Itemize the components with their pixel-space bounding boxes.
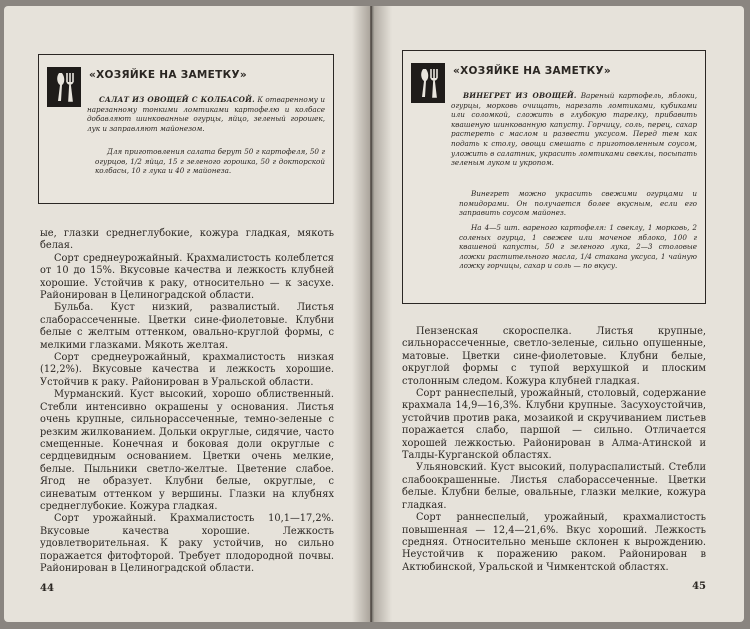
paragraph: Бульба. Куст низкий, развалистый. Листья слаборассеченные. Цветки сине-фиолетовые. Клубни белые с желтым оттенком, овально-круглой формы, с мелкими глазками. Мякоть желтая. [40,302,334,351]
page-number: 44 [40,583,54,594]
paragraph: Сорт раннеспелый, урожайный, крахмалистость повышенная — 12,4—21,6%. Вкус хороший. Лежкость средняя. Относительно меньше склонен к вырождению. Неустойчив к поражению раком. Районирован в Актюбинской, Уральской и Чимкентской областях. [402,512,706,573]
left-page [4,6,370,622]
recipe-body: Вареный картофель, яблоки, огурцы, морковь очищать, нарезать ломтиками, кубиками или соломкой, сложить в глубокую тарелку, прибавить квашеную шинкованную капусту. Горчицу, соль, перец, сахар растереть с маслом и развести уксусом. Перед тем как подать к столу, овощи смешать с приготовленным соусом, уложить в салатник, украсить ломтиками свеклы, посыпать зеленым луком и укропом. [451,91,697,168]
paragraph: Мурманский. Куст высокий, хорошо облиственный. Стебли интенсивно окрашены у основания. Листья очень крупные, сильнорассеченные, темно-зеленые с резким жилкованием. Дольки округлые, сидячие, часто смещенные. Конечная и боковая доли округлые с сердцевидным основанием. Цветки очень мелкие, белые. Пыльники светло-желтые. Цветение слабое. Ягод не образует. Клубни белые, округлые, с синеватым оттенком у вершины. Глазки на клубнях среднеглубокие. Кожура гладкая. [40,389,334,512]
recipe-text [87,95,325,133]
recipe-title: САЛАТ ИЗ ОВОЩЕЙ С КОЛБАСОЙ. [99,95,255,104]
page-number: 45 [692,581,706,592]
recipe-proportions: Для приготовления салата берут 50 г картофеля, 50 г огурцов, 1/2 яйца, 15 г зеленого горошка, 50 г докторской колбасы, 10 г лука и 40 г майонеза. [95,147,325,176]
body-text [402,326,706,574]
paragraph: Сорт среднеурожайный. Крахмалистость колеблется от 10 до 15%. Вкусовые качества и лежкость клубней хорошие. Устойчив к раку, относительно — к засухе. Районирован в Целиноградской области. [40,252,334,302]
paragraph: Сорт раннеспелый, урожайный, столовый, содержание крахмала 14,9—16,3%. Клубни крупные. Засухоустойчив, устойчив против рака, мозаикой и скручиванием листьев поражается слабо, паршой — сильно. Отличается хорошей лежкостью. Районирован в Алма-Атинской и Талды-Курганской областях. [402,388,706,462]
housewife-note-box [402,50,706,304]
paragraph: Ульяновский. Куст высокий, полураспалистый. Стебли слабоокрашенные. Листья слаборассеченные. Цветки белые. Клубни белые, овальные, глазки мелкие, кожура гладкая. [402,462,706,511]
paragraph: ые, глазки среднеглубокие, кожура гладкая, мякоть белая. [40,228,334,252]
recipe-proportions: На 4—5 шт. вареного картофеля: 1 свеклу, 1 морковь, 2 соленых огурца, 1 свежее или моченое яблоко, 100 г квашеной капусты, 50 г зеленого лука, 2—3 столовые ложки растительного масла, 1/4 стакана уксуса, 1 чайную ложку горчицы, сахар и соль — по вкусу. [459,223,697,271]
recipe-body: К отваренному и нарезанному тонкими ломтиками картофелю и колбасе добавляют шинкованные огурцы, яйцо, зеленый горошек, лук и заправляют майонезом. [87,95,325,133]
box-header: «ХОЗЯЙКЕ НА ЗАМЕТКУ» [89,69,247,81]
housewife-note-box [38,54,334,204]
spoon-fork-emblem-icon [47,67,81,107]
paragraph: Сорт урожайный. Крахмалистость 10,1—17,2%. Вкусовые качества хорошие. Лежкость удовлетворительная. К раку устойчив, но сильно поражается фитофторой. Требует плодородной почвы. Районирован в Целиноградской области. [40,513,334,574]
body-text [40,228,334,575]
recipe-garnish: Винегрет можно украсить свежими огурцами и помидорами. Он получается более вкусным, если его заправить соусом майонез. [459,189,697,218]
paragraph: Пензенская скороспелка. Листья крупные, сильнорассеченные, светло-зеленые, сильно опушенные, матовые. Цветки сине-фиолетовые. Клубни белые, округлой формы с тупой верхушкой и плоским столонным следом. Кожура клубней гладкая. [402,326,706,387]
recipe-title: ВИНЕГРЕТ ИЗ ОВОЩЕЙ. [463,91,577,100]
spoon-fork-emblem-icon [411,63,445,103]
paragraph: Сорт среднеурожайный, крахмалистость низкая (12,2%). Вкусовые качества и лежкость хорошие. Устойчив к раку. Районирован в Уральской области. [40,352,334,388]
box-header: «ХОЗЯЙКЕ НА ЗАМЕТКУ» [453,65,611,77]
recipe-text [451,91,697,168]
right-page [372,6,744,622]
